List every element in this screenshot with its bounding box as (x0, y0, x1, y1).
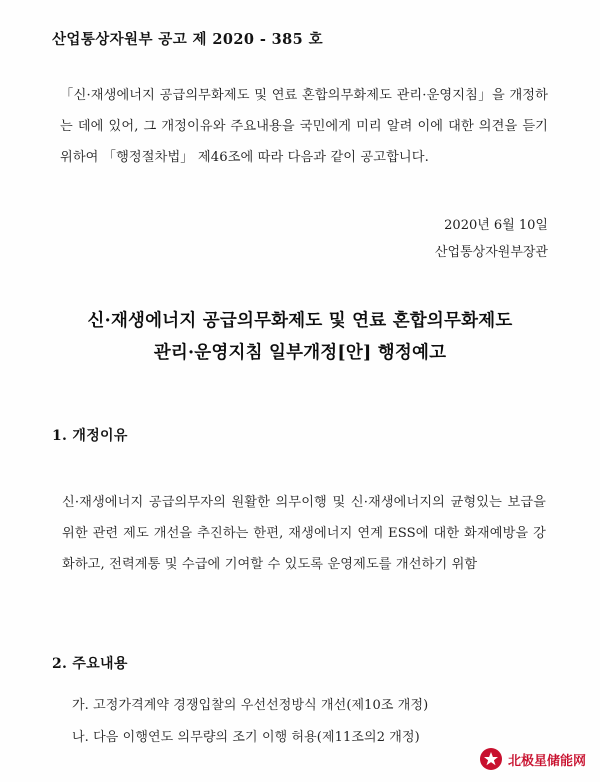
page-title-line-1: 신·재생에너지 공급의무화제도 및 연료 혼합의무화제도 (87, 311, 513, 331)
page-title (0, 305, 600, 370)
section-paragraph-1: 신·재생에너지 공급의무자의 원활한 의무이행 및 신·재생에너지의 균형있는 보급을 위한 관련 제도 개선을 추진하는 한편, 재생에너지 연계 ESS에 대한 화재예방을 강화하고, 전력계통 및 수급에 기여할 수 있도록 운영제도를 개선하기 위함 (62, 495, 546, 573)
signature-block (435, 212, 548, 267)
notice-number: 산업통상자원부 공고 제 2020 - 385 호 (52, 31, 324, 48)
watermark-label: 北极星储能网 (507, 752, 586, 768)
page-title-line-2: 관리·운영지침 일부개정[안] 행정예고 (153, 343, 447, 364)
section-heading-1: 1. 개정이유 (52, 428, 128, 444)
notice-date: 2020년 6월 10일 (444, 218, 548, 233)
intro-paragraph: 「신·재생에너지 공급의무화제도 및 연료 혼합의무화제도 관리·운영지침」을 개정하는 데에 있어, 그 개정이유와 주요내용을 국민에게 미리 알려 이에 대한 의견을 듣기 위하여 「행정절차법」 제46조에 따라 다음과 같이 공고합니다. (60, 88, 548, 166)
watermark (480, 748, 586, 770)
section-heading-2: 2. 주요내용 (52, 656, 128, 672)
star-badge-icon (480, 748, 502, 770)
list-item: 가. 고정가격계약 경쟁입찰의 우선선정방식 개선(제10조 개정) (72, 698, 429, 713)
section-2-item-list (72, 690, 542, 754)
notice-signer: 산업통상자원부장관 (434, 245, 548, 261)
list-item: 나. 다음 이행연도 의무량의 조기 이행 허용(제11조의2 개정) (72, 729, 420, 745)
